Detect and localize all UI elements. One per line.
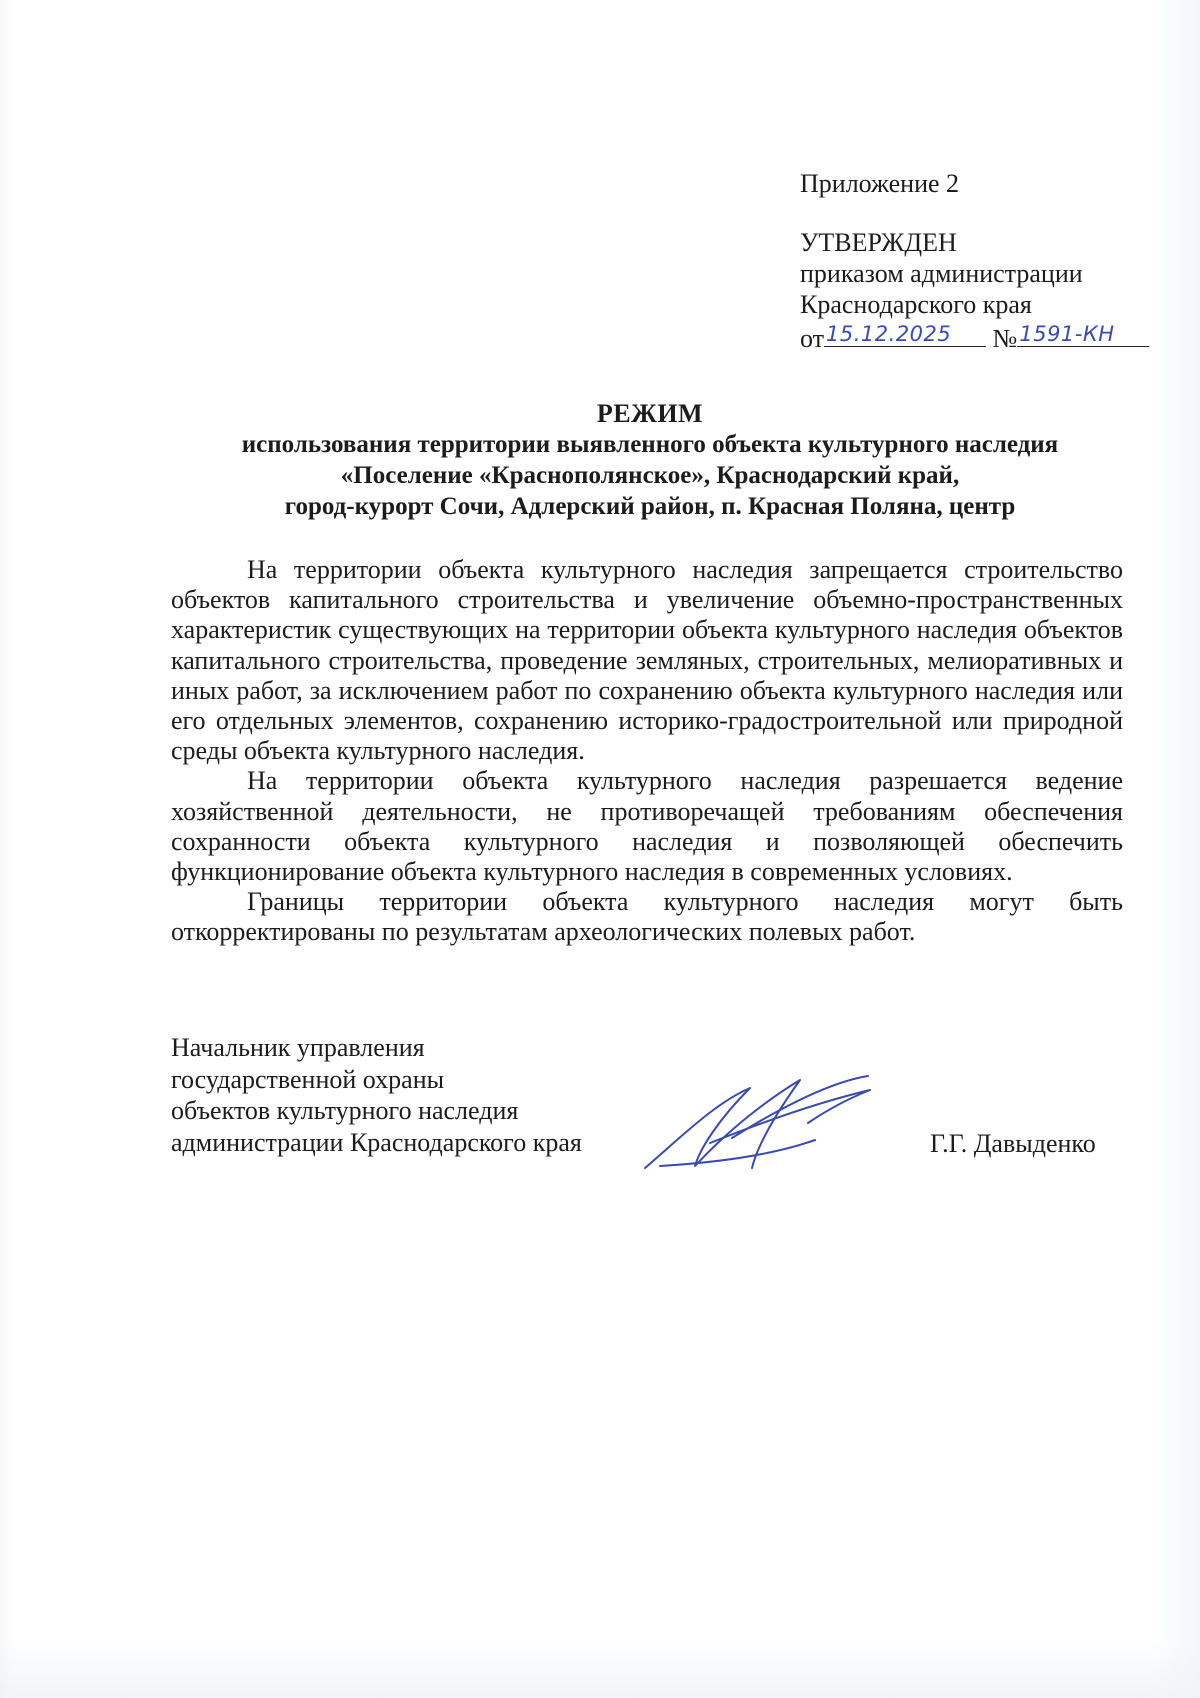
signer-name: Г.Г. Давыденко [930, 1129, 1096, 1158]
paragraph-permissions: На территории объекта культурного наследия разрешается ведение хозяйственной деятельности, не противоречащей требованиям обеспечения сохранности объекта культурного наследия и позволяющей обеспечить функционирование объекта культурного наследия в современных условиях. [171, 766, 1123, 887]
document-body [171, 555, 1123, 948]
signer-position-line-1: Начальник управления [171, 1033, 425, 1062]
scan-edge-shadow [0, 1638, 1200, 1698]
heading-line-3: город-курорт Сочи, Адлерский район, п. Красная Поляна, центр [284, 493, 1016, 520]
paragraph-boundaries: Границы территории объекта культурного наследия могут быть откорректированы по результатам археологических полевых работ. [171, 887, 1123, 947]
handwritten-signature [640, 1068, 890, 1178]
order-number-field [1017, 320, 1149, 347]
handwritten-order-number: 1591-КН [1019, 322, 1115, 346]
order-date-number-line [800, 320, 1180, 354]
signer-position-line-4: администрации Краснодарского края [171, 1127, 582, 1157]
signer-position-line-2: государственной охраны [171, 1064, 445, 1094]
order-date-field [824, 320, 986, 347]
approved-region: Краснодарского края [800, 290, 1032, 319]
heading-line-1: использования территории выявленного объекта культурного наследия [241, 431, 1059, 458]
heading-line-2: «Поселение «Краснополянское», Краснодарский край, [340, 462, 960, 489]
handwritten-order-date: 15.12.2025 [826, 322, 952, 346]
number-prefix: № [992, 324, 1018, 353]
document-heading [170, 398, 1130, 522]
approved-label: УТВЕРЖДЕН [800, 228, 957, 257]
document-title: РЕЖИМ [596, 399, 704, 428]
approval-block [800, 168, 1180, 354]
approved-by-order: приказом администрации [800, 259, 1083, 288]
annex-label: Приложение 2 [800, 169, 960, 198]
signer-position-line-3: объектов культурного наследия [171, 1096, 519, 1125]
paragraph-prohibitions: На территории объекта культурного наследия запрещается строительство объектов капитального строительства и увеличение объемно-пространственных характеристик существующих на территории объекта культурного наследия объектов капитального строительства, проведение земляных, строительных, мелиоративных и иных работ, за исключением работ по сохранению объекта культурного наследия или его отдельных элементов, сохранению историко-градостроительной или природной среды объекта культурного наследия. [171, 555, 1123, 766]
signer-position [171, 1032, 582, 1158]
date-prefix: от [800, 324, 825, 353]
